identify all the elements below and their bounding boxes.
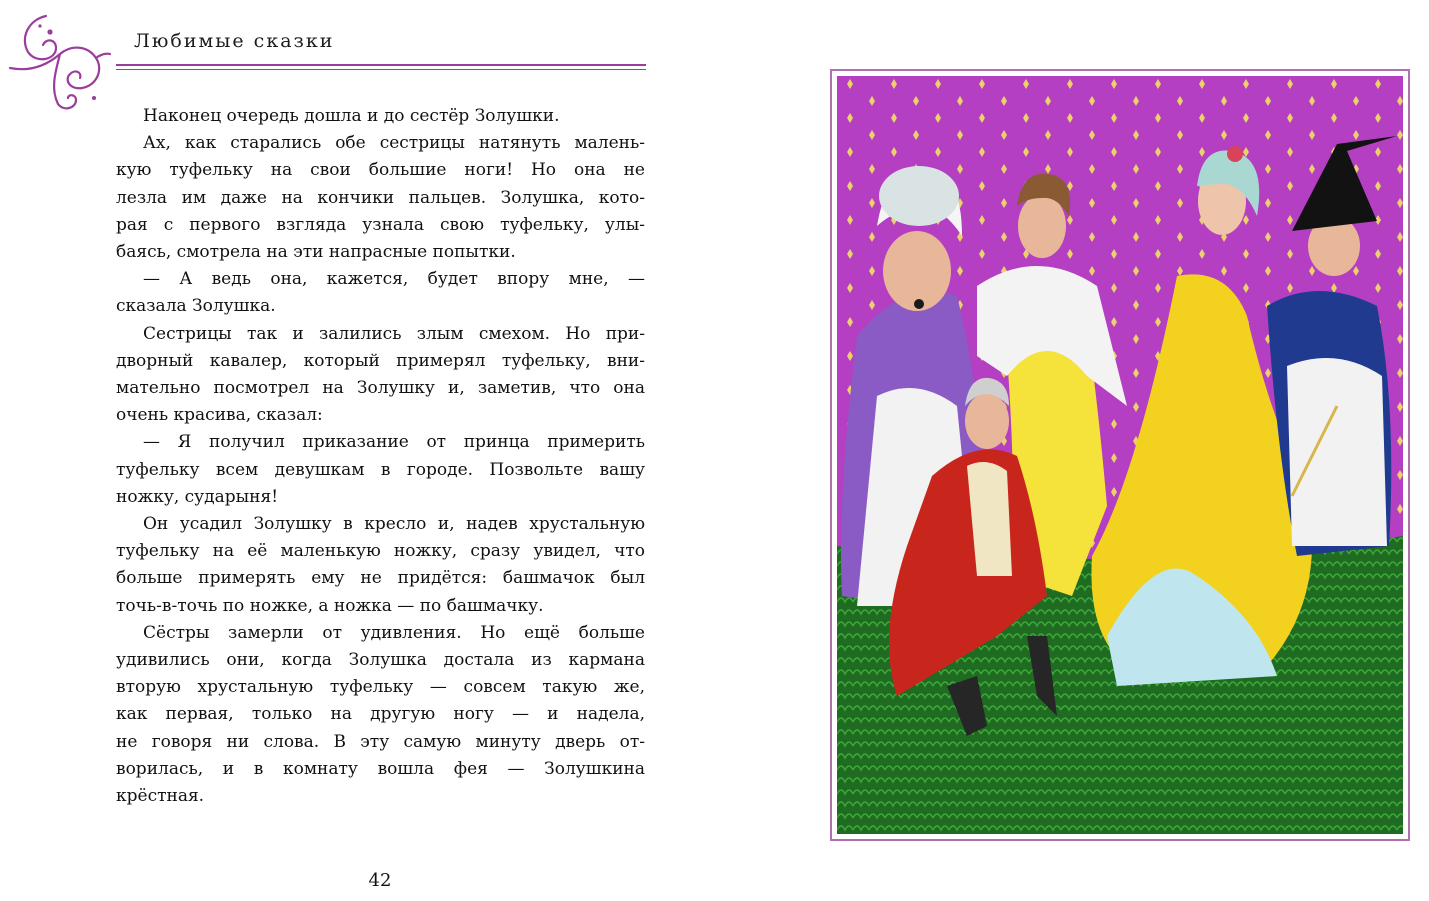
text-line: очень красива, сказал: — [116, 405, 323, 426]
story-paragraph — [116, 266, 645, 320]
text-line: вторую хрустальную туфельку — совсем такую же, — [116, 677, 645, 698]
text-line: рая с первого взгляда узнала свою туфельку, улы- — [116, 214, 645, 235]
text-line: больше примерять ему не придётся: башмачок был — [116, 568, 645, 589]
text-line: туфельку всем девушкам в городе. Позвольте вашу — [116, 459, 645, 480]
text-line: лезла им даже на кончики пальцев. Золушка, кото- — [116, 187, 645, 208]
text-line: Наконец очередь дошла и до сестёр Золушки. — [143, 106, 560, 126]
text-line: мательно посмотрел на Золушку и, заметив, что она — [116, 378, 645, 399]
story-text — [116, 103, 645, 810]
story-paragraph — [116, 511, 645, 620]
text-line: сказала Золушка. — [116, 296, 276, 317]
text-line: ворилась, и в комнату вошла фея — Золушкина — [116, 758, 645, 779]
text-line: Сестрицы так и залились злым смехом. Но при- — [143, 323, 645, 344]
text-line: дворный кавалер, который примерял туфельку, вни- — [116, 350, 645, 371]
story-paragraph — [116, 103, 645, 130]
text-line: Сёстры замерли от удивления. Но ещё больше — [143, 622, 645, 643]
text-line: ножку, сударыня! — [116, 486, 279, 507]
page-number: 42 — [368, 870, 392, 891]
story-paragraph — [116, 429, 645, 511]
text-line: точь-в-точь по ножке, а ножка — по башмачку. — [116, 595, 544, 616]
cinderella-slipper-fitting-illustration — [837, 76, 1403, 834]
running-title: Любимые сказки — [134, 30, 335, 52]
text-page — [0, 0, 700, 901]
story-paragraph — [116, 321, 645, 430]
text-line: баясь, смотрела на эти напрасные попытки. — [116, 242, 516, 263]
header-rule-thin — [116, 69, 646, 70]
text-line: крёстная. — [116, 786, 205, 807]
text-line: не говоря ни слова. В эту самую минуту дверь от- — [116, 731, 645, 752]
text-line: Он усадил Золушку в кресло и, надев хрустальную — [143, 514, 645, 535]
header-rule — [116, 64, 646, 66]
text-line: как первая, только на другую ногу — и надела, — [116, 704, 645, 725]
text-line: — Я получил приказание от принца примерить — [143, 432, 645, 453]
story-paragraph — [116, 620, 645, 810]
text-line: кую туфельку на свои большие ноги! Но она не — [116, 160, 645, 181]
text-line: — А ведь она, кажется, будет впору мне, — — [143, 269, 645, 290]
illustration-frame — [830, 69, 1410, 841]
swirl-ornament-icon — [6, 8, 112, 112]
text-line: удивились они, когда Золушка достала из кармана — [116, 650, 645, 671]
text-line: туфельку на её маленькую ножку, сразу увидел, что — [116, 541, 645, 562]
story-paragraph — [116, 130, 645, 266]
text-line: Ах, как старались обе сестрицы натянуть малень- — [143, 133, 645, 154]
